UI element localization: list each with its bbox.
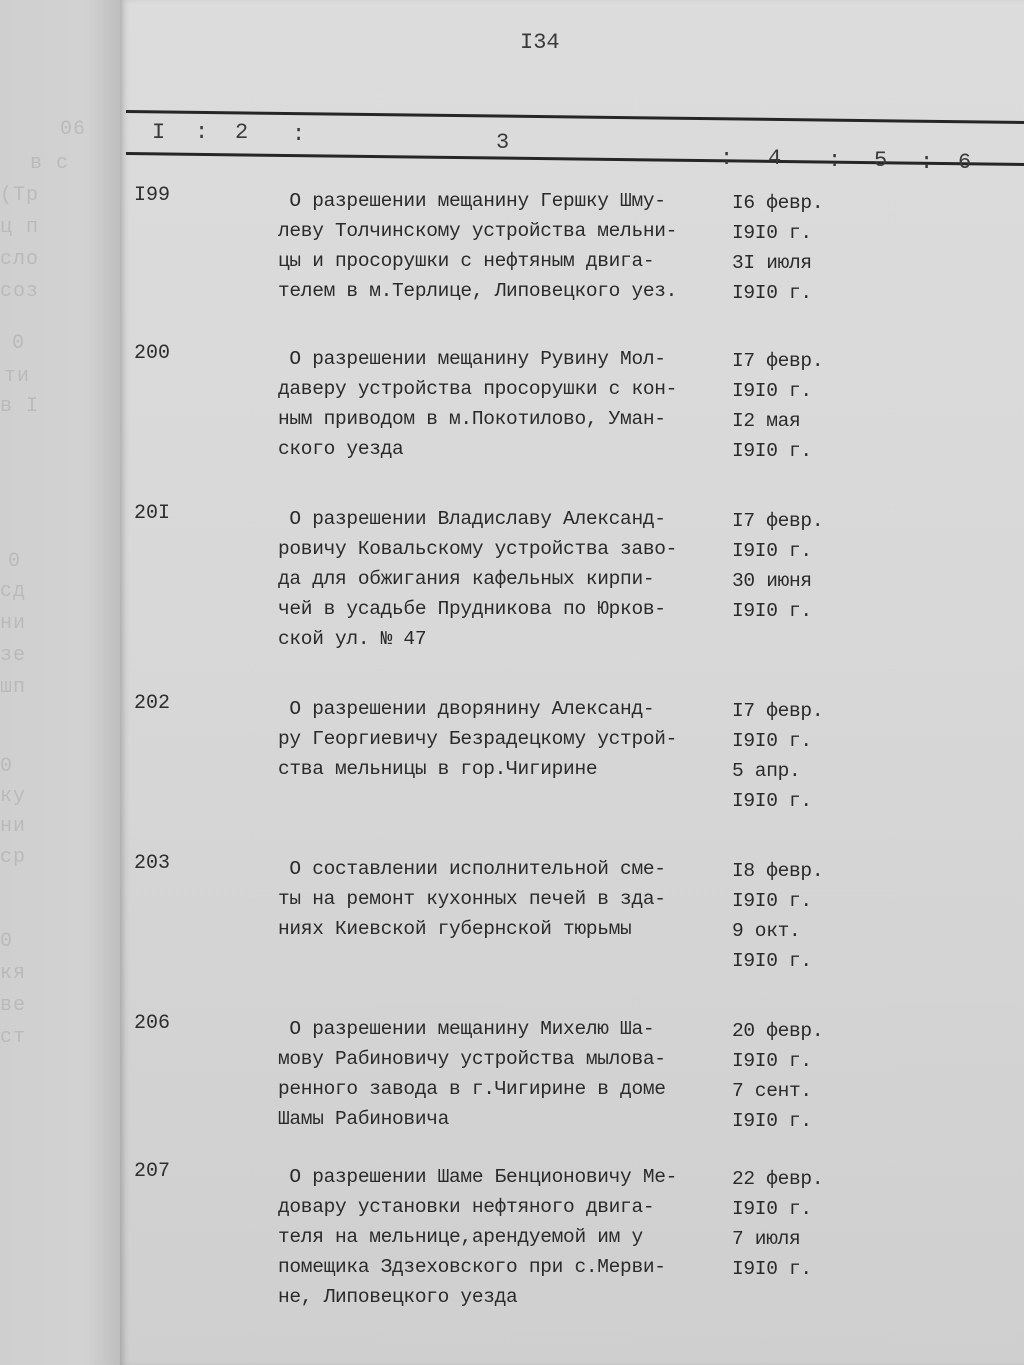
entry-number: 200: [134, 342, 171, 365]
bleed-text: 06: [60, 118, 87, 141]
entry-description: О разрешении мещанину Рувину Мол- даверу устройства просорушки с кон- ным приводом в м.Покотилово, Уман- ского уезда: [278, 348, 678, 460]
entry-number: 202: [134, 692, 171, 715]
bleed-text: ку: [0, 785, 27, 808]
bleed-text: ни: [0, 815, 27, 838]
bleed-text: (Тр: [0, 184, 40, 207]
bleed-text: зе: [0, 644, 27, 667]
bleed-text: соз: [0, 280, 40, 303]
entry-dates: I6 февр. I9I0 г. 3I июля I9I0 г.: [732, 192, 824, 304]
entry-dates: 20 февр. I9I0 г. 7 сент. I9I0 г.: [732, 1020, 824, 1132]
entry-number: 20I: [134, 502, 171, 525]
bleed-text: 0: [12, 332, 26, 355]
column-header-3: 3: [496, 130, 510, 155]
column-header-4: 4: [768, 146, 782, 171]
entry-dates: I7 февр. I9I0 г. 5 апр. I9I0 г.: [732, 700, 824, 812]
entry-dates: I8 февр. I9I0 г. 9 окт. I9I0 г.: [732, 860, 824, 972]
bleed-text: 0: [0, 755, 14, 778]
entry-description: О разрешении Владиславу Александ- ровичу Ковальскому устройства заво- да для обжигания кафельных кирпи- чей в усадьбе Прудникова по Юрков- ской ул. № 47: [278, 508, 678, 650]
entry-description: О разрешении мещанину Михелю Ша- мову Рабиновичу устройства мылова- ренного завода в г.Чигирине в доме Шамы Рабиновича: [278, 1018, 666, 1130]
bleed-text: в с: [30, 152, 70, 175]
bleed-text: ст: [0, 1026, 27, 1049]
entry-dates: I7 февр. I9I0 г. I2 мая I9I0 г.: [732, 350, 824, 462]
column-header-6: 6: [958, 150, 972, 175]
bleed-text: шп: [0, 676, 27, 699]
bleed-text: 0: [0, 930, 14, 953]
entry-dates: 22 февр. I9I0 г. 7 июля I9I0 г.: [732, 1168, 824, 1280]
column-separator: :: [920, 150, 934, 175]
entry-description: О разрешении дворянину Александ- ру Георгиевичу Безрадецкому устрой- ства мельницы в гор.Чигирине: [278, 698, 678, 780]
bleed-text: ср: [0, 846, 27, 869]
entry-number: I99: [134, 184, 171, 207]
column-separator: :: [292, 122, 306, 147]
bleed-text: ве: [0, 994, 27, 1017]
adjacent-page-edge: [0, 0, 122, 1365]
entry-description: О составлении исполнительной сме- ты на ремонт кухонных печей в зда- ниях Киевской губернской тюрьмы: [278, 858, 666, 940]
bleed-text: в I: [0, 395, 40, 418]
entry-number: 203: [134, 852, 171, 875]
bleed-text: сло: [0, 248, 40, 271]
document-page: [120, 0, 1024, 1365]
column-separator: :: [828, 148, 842, 173]
bleed-text: ц п: [0, 216, 40, 239]
column-separator: :: [195, 120, 209, 145]
entry-number: 206: [134, 1012, 171, 1035]
column-header-5: 5: [874, 148, 888, 173]
entry-description: О разрешении Шаме Бенционовичу Ме- довару установки нефтяного двига- теля на мельнице,арендуемой им у помещика Здзеховского при с.Мерви- не, Липовецкого уезда: [278, 1166, 678, 1308]
header-top-rule: [126, 110, 1024, 124]
column-header-1: I: [152, 120, 166, 145]
bleed-text: 0: [8, 550, 22, 573]
entry-dates: I7 февр. I9I0 г. 30 июня I9I0 г.: [732, 510, 824, 622]
page-number: I34: [520, 30, 560, 55]
header-bottom-rule: [126, 152, 1024, 166]
bleed-text: сд: [0, 580, 27, 603]
bleed-text: ни: [0, 612, 27, 635]
entry-description: О разрешении мещанину Гершку Шму- леву Толчинскому устройства мельни- цы и просорушки с нефтяным двига- телем в м.Терлице, Липовецкого уез.: [278, 190, 678, 302]
entry-number: 207: [134, 1160, 171, 1183]
column-separator: :: [720, 146, 734, 171]
bleed-text: кя: [0, 962, 27, 985]
column-header-2: 2: [235, 120, 249, 145]
bleed-text: ти: [4, 365, 31, 388]
